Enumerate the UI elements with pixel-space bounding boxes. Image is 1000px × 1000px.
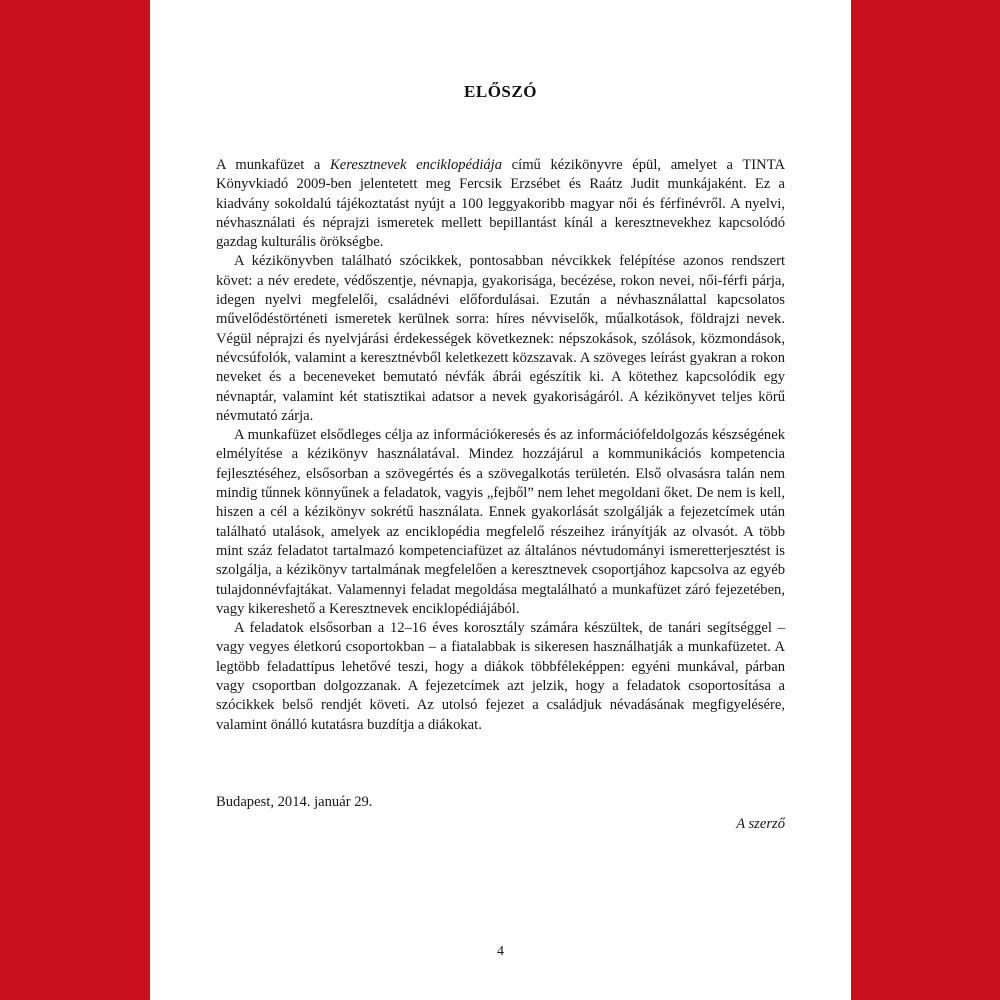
place-date: Budapest, 2014. január 29. (216, 794, 373, 810)
paragraph-3: A munkafüzet elsődleges célja az információkeresés és az információfeldolgozás készségének elmélyítése a kézikönyv használatával. Mindez hozzájárul a kommunikációs kompetencia fejlesztéséhez, elsősorban a szövegértés és a szövegalkotás területén. Első olvasásra talán nem mindig tűnnek könnyűnek a feladatok, vagyis „fejből” nem lehet megoldani őket. De nem is kell, hiszen a cél a kézikönyv sokrétű használata. Ennek gyakorlását szolgálják a fejezetcímek után található utalások, amelyek az enciklopédia megfelelő részeihez irányítják az olvasót. A több mint száz feladatot tartalmazó kompetenciafüzet az általános névtudományi ismeretterjesztést is szolgálja, a kézikönyv tartalmának megfelelően a keresztnevek csoportjához kapcsolva az egyéb tulajdonnévfajtákat. Valamennyi feladat megoldása megtalálható a munkafüzet záró fejezetében, vagy kikereshető a Keresztnevek enciklopédiájából. (216, 427, 785, 617)
preface-body (216, 156, 785, 735)
page-title: ELŐSZÓ (464, 82, 537, 101)
paragraph-1-start: A munkafüzet a (216, 157, 331, 173)
book-title-italic: Keresztnevek enciklopédiája (330, 157, 503, 173)
page-number: 4 (497, 944, 504, 959)
paragraph-4: A feladatok elsősorban a 12–16 éves korosztály számára készültek, de tanári segítséggel – vagy vegyes életkorú csoportokban – a fiatalabbak is sikeresen használhatják a munkafüzetet. A legtöbb feladattípus lehetővé teszi, hogy a diákok többféleképpen: egyéni munkával, párban vagy csoportban dolgozzanak. A fejezetcímek azt jelzik, hogy a feladatok csoportosítása a szócikkek belső rendjét követi. Az utolsó fejezet a családjuk névadásának megfigyelésére, valamint önálló kutatásra buzdítja a diákokat. (216, 620, 785, 733)
author-signature: A szerző (736, 816, 785, 832)
paragraph-2: A kézikönyvben található szócikkek, pontosabban névcikkek felépítése azonos rendszert követ: a név eredete, védőszentje, névnapja, gyakorisága, becézése, rokon nevei, női-férfi párja, idegen nyelvi megfelelői, családnévi előfordulásai. Ezután a névhasználattal kapcsolatos művelődéstörténeti ismeretek kerülnek sorra: híres névviselők, műalkotások, földrajzi nevek. Végül néprajzi és nyelvjárási érdekességek következnek: népszokások, szólások, közmondások, névcsúfolók, valamint a keresztnévből keletkezett közszavak. A szöveges leírást gyakran a rokon neveket és a beceneveket bemutató névfák ábrái egészítik ki. A kötethez kapcsolódik egy névnaptár, valamint két statisztikai adatsor a nevek gyakoriságáról. A kézikönyvet teljes körű névmutató zárja. (216, 253, 785, 424)
paragraph-1-rest: című kézikönyvre épül, amelyet a TINTA Könyvkiadó 2009-ben jelentetett meg Fercsik Erzsébet és Raátz Judit munkájaként. Ez a kiadvány sokoldalú tájékoztatást nyújt a 100 leggyakoribb magyar női és férfinévről. A nyelvi, névhasználati és néprajzi ismeretek mellett bepillantást kínál a keresztnevekhez kapcsolódó gazdag kulturális örökségbe. (216, 157, 785, 251)
page (150, 0, 851, 1000)
paragraph-1 (216, 156, 785, 252)
